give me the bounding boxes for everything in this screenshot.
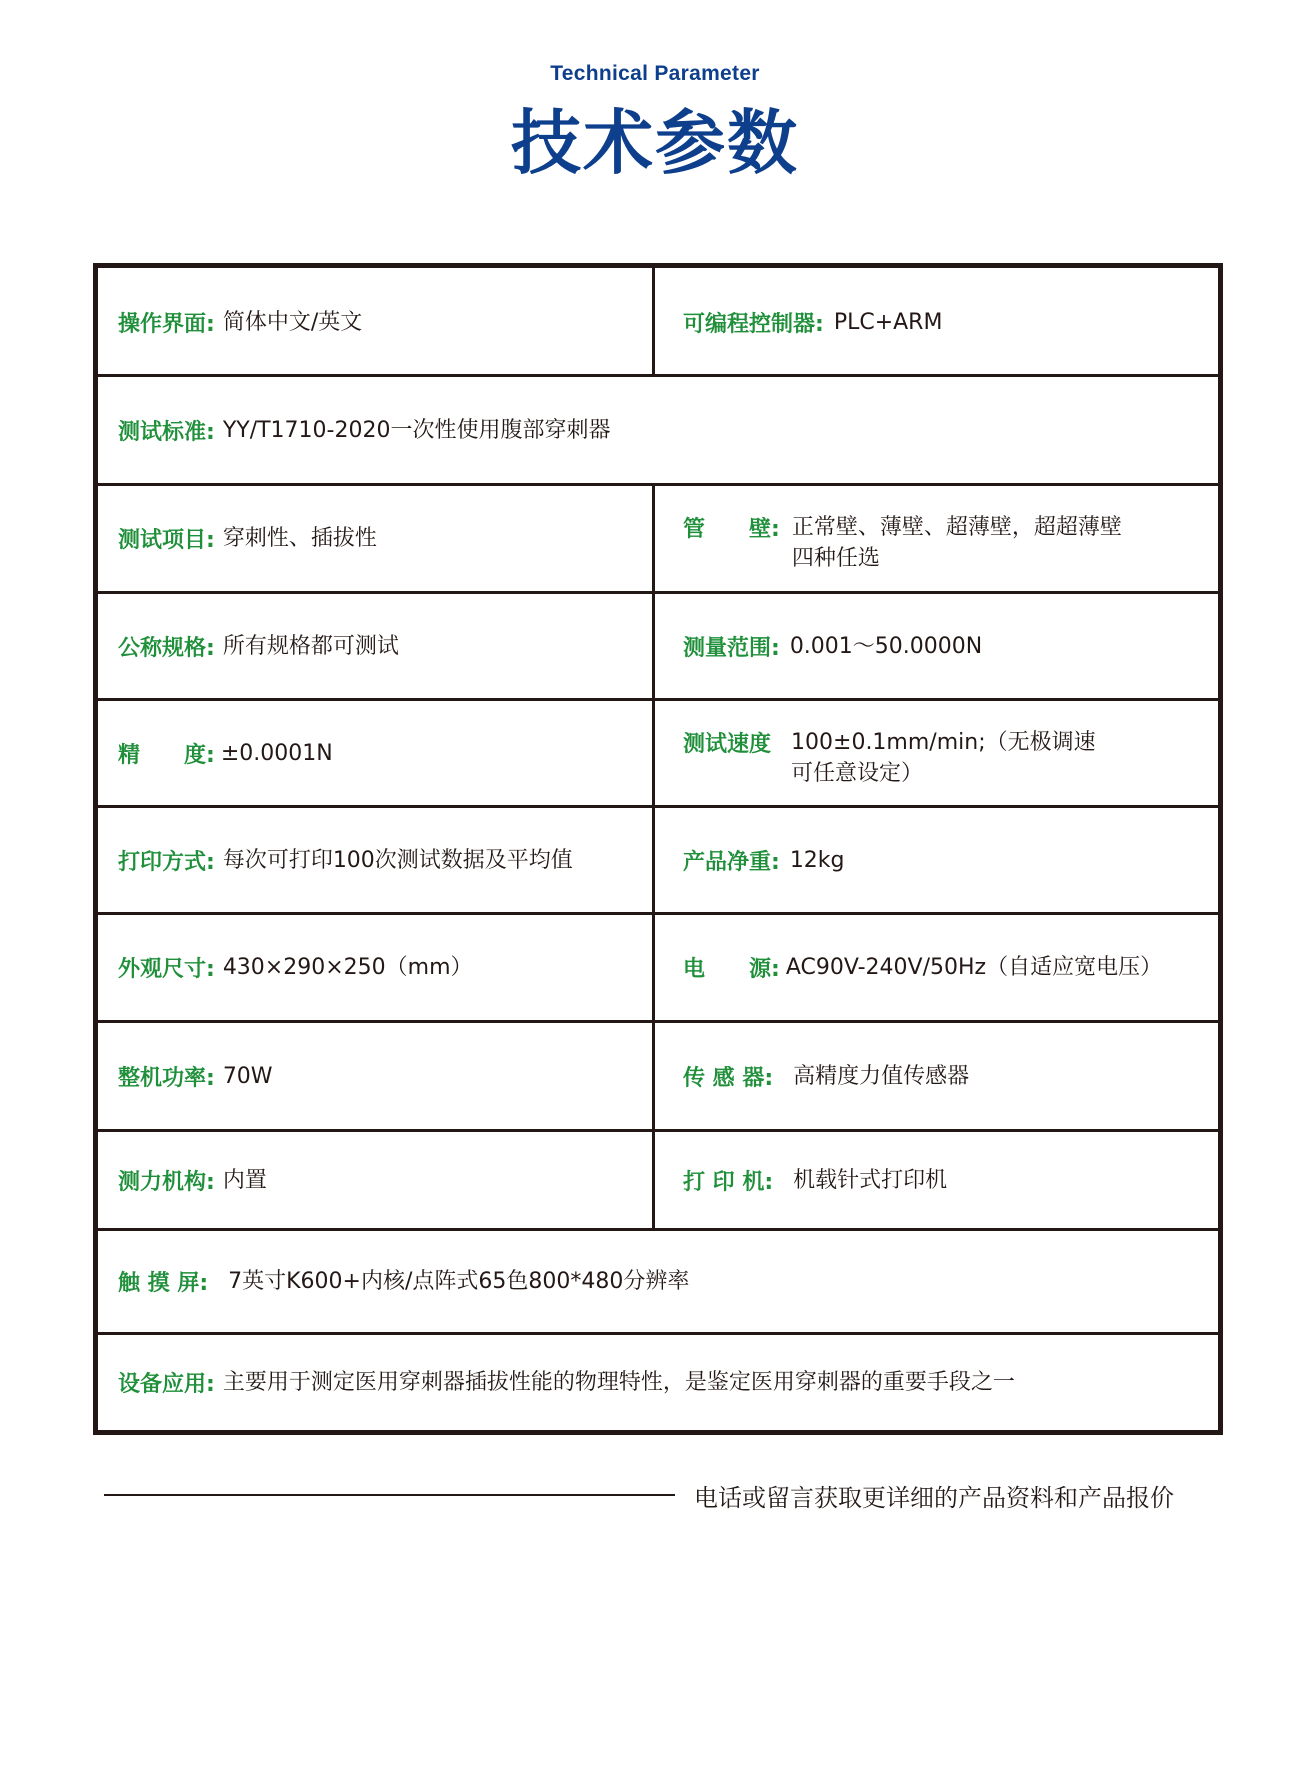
table-cell [98, 1231, 1218, 1332]
table-cell [98, 915, 655, 1020]
param-value-interface: 简体中文/英文 [222, 310, 363, 335]
param-value-spec: 所有规格都可测试 [222, 633, 399, 659]
table-row [98, 483, 1218, 591]
param-label-range: 测量范围: [683, 635, 780, 661]
param-label-weight: 产品净重: [683, 849, 780, 875]
table-cell [655, 594, 1218, 698]
table-cell [98, 486, 655, 591]
param-label-accuracy: 精 度: [118, 742, 215, 768]
table-cell [98, 268, 655, 377]
table-cell [655, 1023, 1218, 1129]
param-value-power-supply: AC90V-240V/50Hz（自适应宽电压） [785, 955, 1163, 980]
table-row [98, 698, 1218, 805]
param-label-print-mode: 打印方式: [118, 849, 215, 875]
footer-contact-text: 电话或留言获取更详细的产品资料和产品报价 [694, 1484, 1174, 1512]
parameter-table [93, 263, 1223, 1435]
param-value-application: 主要用于测定医用穿刺器插拔性能的物理特性，是鉴定医用穿刺器的重要手段之一 [222, 1370, 1015, 1395]
param-value-print-mode: 每次可打印100次测试数据及平均值 [222, 847, 573, 873]
param-label-tube-wall: 管 壁: [683, 517, 780, 542]
param-label-interface: 操作界面: [118, 312, 215, 337]
table-row [98, 374, 1218, 483]
table-cell [655, 808, 1218, 912]
param-value-force-mechanism: 内置 [222, 1167, 267, 1193]
footer-divider [104, 1494, 675, 1496]
param-value-plc: PLC+ARM [833, 310, 943, 335]
param-value-power: 70W [222, 1063, 273, 1089]
param-label-power-supply: 电 源: [683, 957, 780, 982]
param-label-printer: 打 印 机: [683, 1169, 774, 1195]
table-cell [655, 1132, 1218, 1228]
table-row [98, 1228, 1218, 1332]
table-row [98, 1332, 1218, 1430]
param-value-test-items: 穿刺性、插拔性 [222, 526, 377, 551]
param-value-sensor: 高精度力值传感器 [793, 1063, 970, 1089]
param-label-force-mechanism: 测力机构: [118, 1169, 215, 1195]
param-label-touchscreen: 触 摸 屏: [118, 1271, 209, 1296]
param-label-plc: 可编程控制器: [683, 312, 824, 337]
param-label-dimensions: 外观尺寸: [118, 957, 215, 982]
param-label-spec: 公称规格: [118, 635, 215, 661]
param-label-test-speed: 测试速度 [683, 732, 772, 757]
param-value-tube-wall-line2: 四种任选 [791, 546, 880, 571]
param-value-weight: 12kg [789, 847, 845, 873]
table-cell [655, 486, 1218, 591]
subtitle-english: Technical Parameter [550, 62, 760, 85]
param-label-application: 设备应用: [118, 1372, 215, 1397]
table-row [98, 805, 1218, 912]
param-value-tube-wall: 正常壁、薄壁、超薄壁，超超薄壁 [791, 515, 1122, 540]
table-cell [655, 268, 1218, 377]
table-cell [98, 808, 655, 912]
table-cell [98, 701, 655, 805]
param-label-test-items: 测试项目: [118, 528, 215, 553]
param-value-accuracy: ±0.0001N [220, 740, 333, 766]
table-row [98, 591, 1218, 698]
param-value-printer: 机载针式打印机 [793, 1167, 948, 1193]
param-label-power: 整机功率: [118, 1065, 215, 1091]
param-value-test-speed-line2: 可任意设定） [791, 761, 924, 786]
table-cell [98, 1023, 655, 1129]
table-cell [98, 1132, 655, 1228]
table-cell [98, 1335, 1218, 1430]
table-cell [98, 377, 1218, 483]
param-value-standard: YY/T1710-2020一次性使用腹部穿刺器 [222, 417, 611, 443]
param-label-sensor: 传 感 器: [683, 1065, 774, 1091]
param-value-test-speed: 100±0.1mm/min;（无极调速 [791, 730, 1096, 755]
param-value-dimensions: 430×290×250（mm） [222, 955, 473, 980]
table-cell [98, 594, 655, 698]
page-title: 技术参数 [511, 102, 799, 184]
table-cell [655, 915, 1218, 1020]
table-row [98, 1129, 1218, 1228]
table-cell [655, 701, 1218, 805]
table-row [98, 268, 1218, 377]
param-value-touchscreen: 7英寸K600+内核/点阵式65色800*480分辨率 [228, 1269, 690, 1294]
table-row [98, 1020, 1218, 1129]
param-label-standard: 测试标准: [118, 419, 215, 445]
table-row [98, 912, 1218, 1020]
param-value-range: 0.001～50.0000N [789, 633, 983, 659]
